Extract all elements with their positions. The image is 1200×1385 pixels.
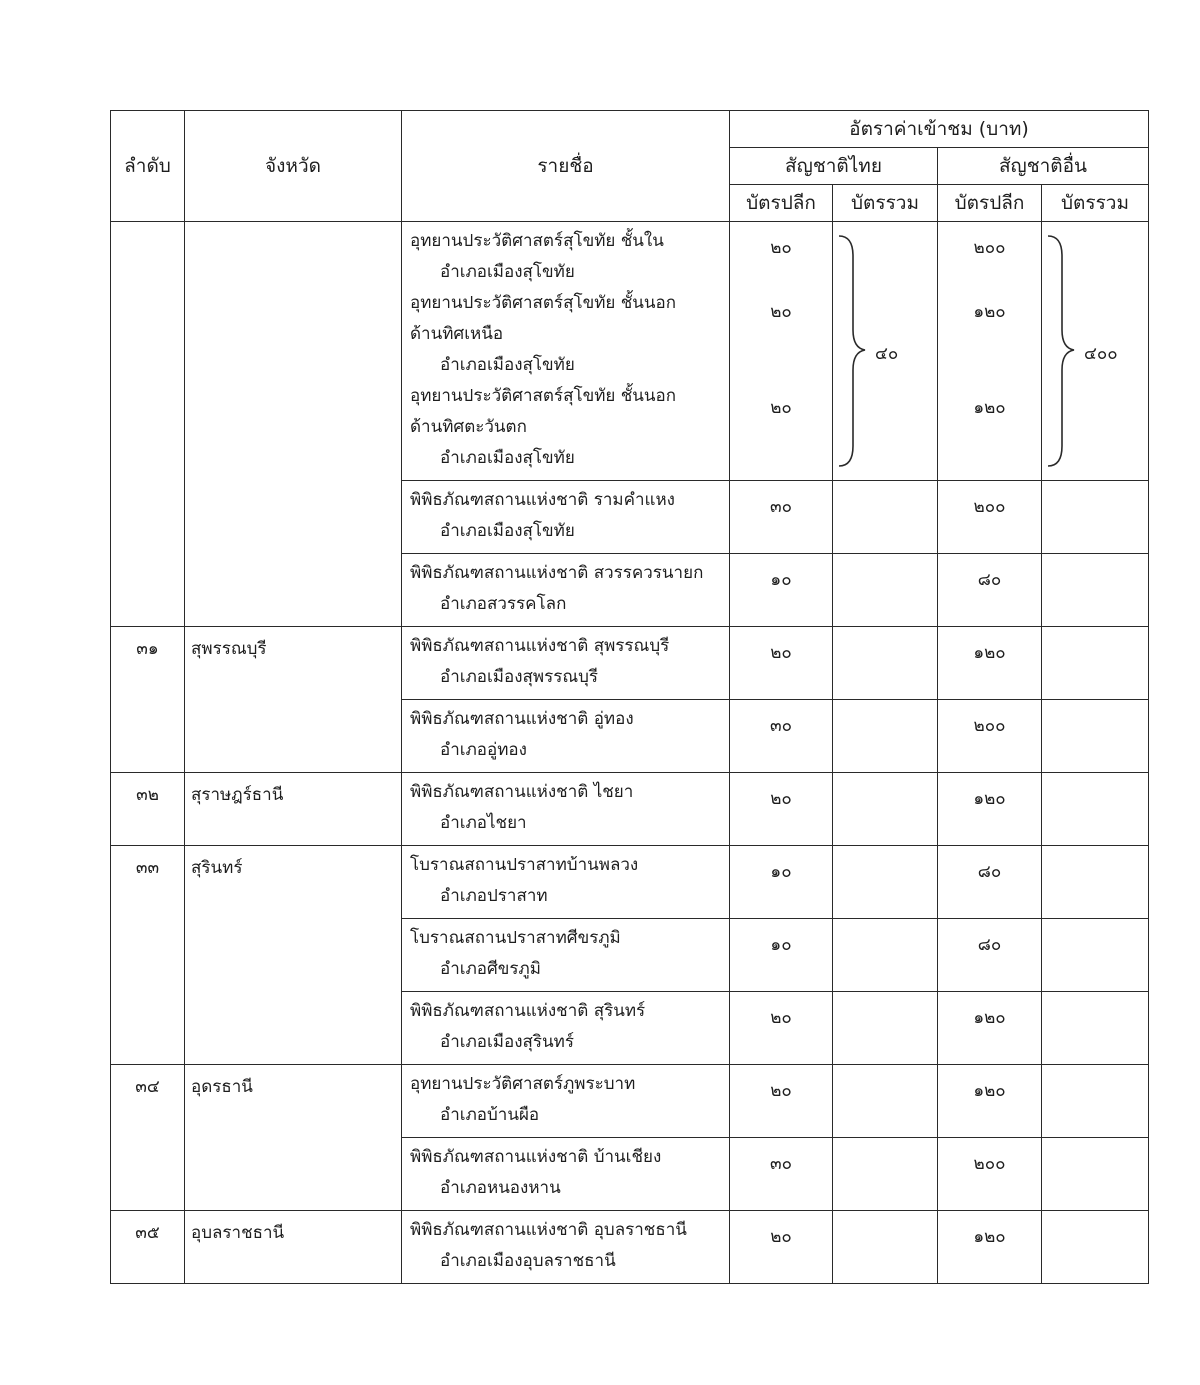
foreign-single-fee: ๘๐	[938, 846, 1042, 919]
thai-combined-fee: ๔๐	[875, 344, 899, 364]
name-cell	[402, 846, 730, 919]
thai-combined-cell	[833, 846, 938, 919]
province-cell: สุพรรณบุรี	[185, 627, 402, 773]
site-name: พิพิธภัณฑสถานแห่งชาติ สุรินทร์	[410, 1001, 646, 1021]
curly-brace-icon	[1042, 222, 1082, 478]
foreign-single-fee: ๑๒๐	[973, 398, 1006, 418]
name-cell	[402, 700, 730, 773]
foreign-combined-cell	[1042, 554, 1149, 627]
name-cell	[402, 1138, 730, 1211]
site-name: อุทยานประวัติศาสตร์ภูพระบาท	[410, 1074, 636, 1094]
district-name: อำเภอไชยา	[440, 813, 527, 833]
name-cell	[402, 481, 730, 554]
foreign-combined-cell	[1042, 1211, 1149, 1284]
table-row	[111, 846, 1149, 919]
thai-single-fee: ๒๐	[730, 1065, 833, 1138]
foreign-single-cell	[938, 222, 1042, 481]
header-thai-combined: บัตรรวม	[833, 185, 938, 222]
foreign-combined-cell	[1042, 846, 1149, 919]
district-name: อำเภออู่ทอง	[440, 740, 527, 760]
header-foreign-single: บัตรปลีก	[938, 185, 1042, 222]
index-cell: ๓๓	[111, 846, 185, 1065]
thai-single-fee: ๓๐	[730, 481, 833, 554]
site-name: โบราณสถานปราสาทศีขรภูมิ	[410, 928, 621, 948]
name-cell	[402, 1211, 730, 1284]
header-name: รายชื่อ	[402, 111, 730, 222]
site-name: อุทยานประวัติศาสตร์สุโขทัย ชั้นนอก	[410, 293, 677, 313]
thai-single-fee: ๒๐	[770, 238, 792, 258]
site-name: พิพิธภัณฑสถานแห่งชาติ อู่ทอง	[410, 709, 634, 729]
thai-combined-cell	[833, 554, 938, 627]
district-name: อำเภอปราสาท	[440, 886, 548, 906]
foreign-combined-cell	[1042, 627, 1149, 700]
curly-brace-icon	[833, 222, 873, 478]
thai-single-fee: ๒๐	[730, 992, 833, 1065]
district-name: อำเภอเมืองสุรินทร์	[440, 1032, 574, 1052]
district-name: อำเภอศีขรภูมิ	[440, 959, 541, 979]
district-name: อำเภอบ้านผือ	[440, 1105, 540, 1125]
name-cell	[402, 992, 730, 1065]
foreign-combined-fee: ๔๐๐	[1084, 344, 1118, 364]
thai-combined-cell	[833, 700, 938, 773]
thai-single-fee: ๒๐	[730, 773, 833, 846]
name-cell	[402, 554, 730, 627]
name-cell	[402, 222, 730, 481]
district-name: อำเภอเมืองสุโขทัย	[440, 448, 575, 468]
header-foreign-combined: บัตรรวม	[1042, 185, 1149, 222]
site-name: พิพิธภัณฑสถานแห่งชาติ สวรรควรนายก	[410, 563, 704, 583]
foreign-single-fee: ๒๐๐	[973, 238, 1006, 258]
district-name: อำเภอหนองหาน	[440, 1178, 561, 1198]
name-cell	[402, 1065, 730, 1138]
index-cell	[111, 222, 185, 627]
table-row	[111, 222, 1149, 481]
foreign-single-fee: ๑๒๐	[973, 302, 1006, 322]
table-row	[111, 773, 1149, 846]
site-name: พิพิธภัณฑสถานแห่งชาติ รามคำแหง	[410, 490, 675, 510]
admission-fee-table	[110, 110, 1149, 1284]
foreign-single-fee: ๘๐	[938, 919, 1042, 992]
province-cell: สุราษฎร์ธานี	[185, 773, 402, 846]
foreign-single-fee: ๑๒๐	[938, 1065, 1042, 1138]
foreign-combined-cell	[1042, 1065, 1149, 1138]
header-foreign-nationality: สัญชาติอื่น	[938, 148, 1149, 185]
foreign-single-fee: ๒๐๐	[938, 700, 1042, 773]
thai-single-fee: ๑๐	[730, 554, 833, 627]
province-cell: สุรินทร์	[185, 846, 402, 1065]
table-row	[111, 1065, 1149, 1138]
site-direction: ด้านทิศตะวันตก	[410, 417, 527, 437]
thai-combined-cell	[833, 773, 938, 846]
site-name: พิพิธภัณฑสถานแห่งชาติ ไชยา	[410, 782, 634, 802]
foreign-single-fee: ๑๒๐	[938, 1211, 1042, 1284]
district-name: อำเภอเมืองสุโขทัย	[440, 355, 575, 375]
thai-combined-cell	[833, 992, 938, 1065]
header-fee-title: อัตราค่าเข้าชม (บาท)	[730, 111, 1149, 148]
index-cell: ๓๔	[111, 1065, 185, 1211]
thai-single-fee: ๑๐	[730, 846, 833, 919]
name-cell	[402, 627, 730, 700]
thai-single-fee: ๑๐	[730, 919, 833, 992]
thai-combined-cell	[833, 222, 938, 481]
thai-combined-cell	[833, 481, 938, 554]
fee-table-document	[110, 110, 1148, 1284]
foreign-combined-cell	[1042, 481, 1149, 554]
table-row	[111, 1211, 1149, 1284]
header-index: ลำดับ	[111, 111, 185, 222]
thai-combined-cell	[833, 919, 938, 992]
thai-single-fee: ๓๐	[730, 700, 833, 773]
foreign-single-fee: ๘๐	[938, 554, 1042, 627]
header-thai-single: บัตรปลีก	[730, 185, 833, 222]
thai-combined-cell	[833, 1211, 938, 1284]
site-direction: ด้านทิศเหนือ	[410, 324, 504, 344]
foreign-single-fee: ๒๐๐	[938, 481, 1042, 554]
foreign-combined-cell	[1042, 700, 1149, 773]
site-name: พิพิธภัณฑสถานแห่งชาติ อุบลราชธานี	[410, 1220, 687, 1240]
site-name: อุทยานประวัติศาสตร์สุโขทัย ชั้นนอก	[410, 386, 677, 406]
foreign-combined-cell	[1042, 992, 1149, 1065]
district-name: อำเภอเมืองอุบลราชธานี	[440, 1251, 616, 1271]
thai-single-cell	[730, 222, 833, 481]
thai-combined-cell	[833, 1065, 938, 1138]
index-cell: ๓๕	[111, 1211, 185, 1284]
thai-single-fee: ๒๐	[730, 1211, 833, 1284]
foreign-single-fee: ๑๒๐	[938, 627, 1042, 700]
province-cell: อุดรธานี	[185, 1065, 402, 1211]
province-cell	[185, 222, 402, 627]
thai-single-fee: ๒๐	[770, 398, 792, 418]
index-cell: ๓๒	[111, 773, 185, 846]
district-name: อำเภอเมืองสุโขทัย	[440, 262, 575, 282]
site-name: พิพิธภัณฑสถานแห่งชาติ สุพรรณบุรี	[410, 636, 670, 656]
thai-single-fee: ๒๐	[730, 627, 833, 700]
thai-combined-cell	[833, 627, 938, 700]
foreign-combined-cell	[1042, 222, 1149, 481]
thai-single-fee: ๒๐	[770, 302, 792, 322]
index-cell: ๓๑	[111, 627, 185, 773]
district-name: อำเภอเมืองสุพรรณบุรี	[440, 667, 599, 687]
foreign-single-fee: ๑๒๐	[938, 773, 1042, 846]
header-province: จังหวัด	[185, 111, 402, 222]
foreign-single-fee: ๒๐๐	[938, 1138, 1042, 1211]
district-name: อำเภอเมืองสุโขทัย	[440, 521, 575, 541]
province-cell: อุบลราชธานี	[185, 1211, 402, 1284]
district-name: อำเภอสวรรคโลก	[440, 594, 567, 614]
thai-combined-cell	[833, 1138, 938, 1211]
site-name: อุทยานประวัติศาสตร์สุโขทัย ชั้นใน	[410, 231, 664, 251]
foreign-combined-cell	[1042, 1138, 1149, 1211]
header-thai-nationality: สัญชาติไทย	[730, 148, 938, 185]
name-cell	[402, 919, 730, 992]
table-row	[111, 627, 1149, 700]
site-name: โบราณสถานปราสาทบ้านพลวง	[410, 855, 639, 875]
site-name: พิพิธภัณฑสถานแห่งชาติ บ้านเชียง	[410, 1147, 662, 1167]
foreign-single-fee: ๑๒๐	[938, 992, 1042, 1065]
foreign-combined-cell	[1042, 773, 1149, 846]
name-cell	[402, 773, 730, 846]
thai-single-fee: ๓๐	[730, 1138, 833, 1211]
foreign-combined-cell	[1042, 919, 1149, 992]
